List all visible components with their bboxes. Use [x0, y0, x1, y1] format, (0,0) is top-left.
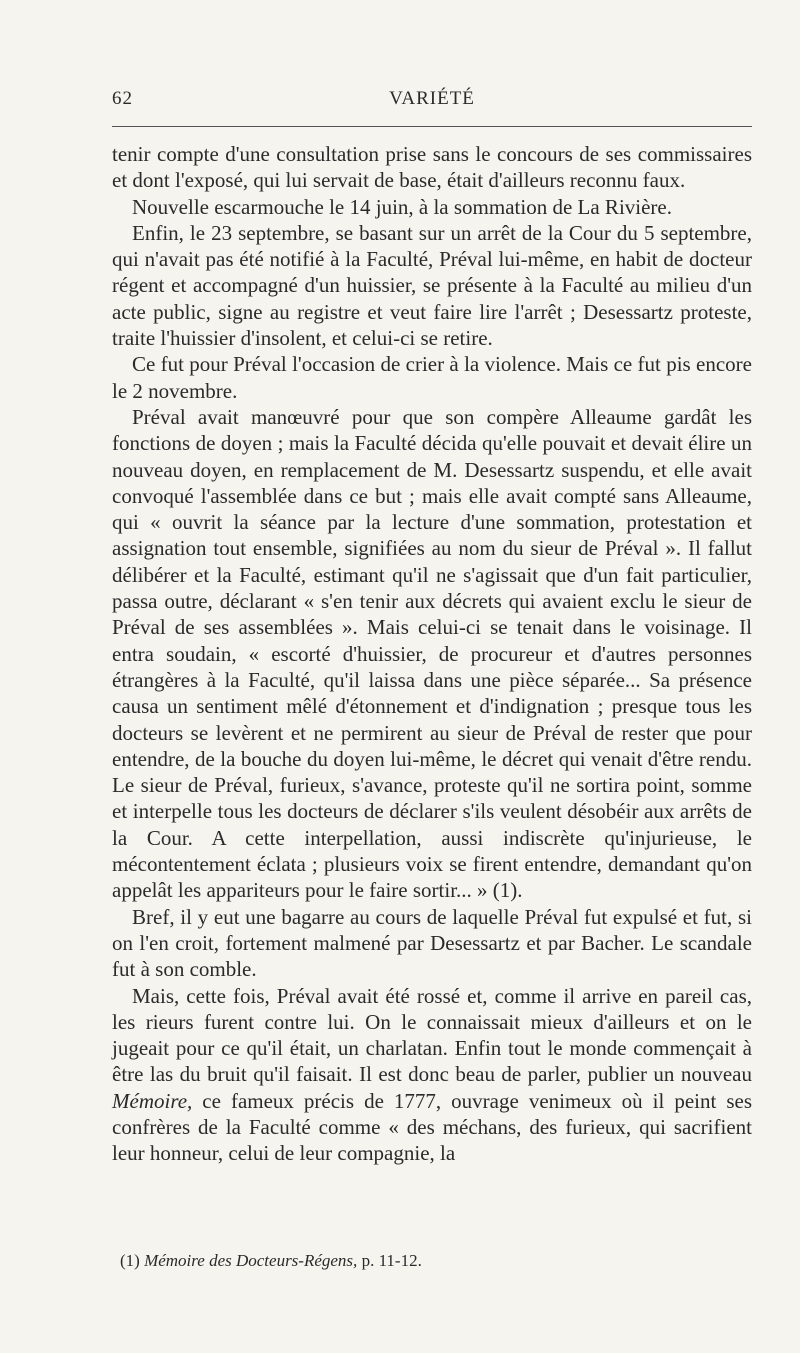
paragraph: Ce fut pour Préval l'occasion de crier à la violence. Mais ce fut pis encore le 2 novembre. — [112, 352, 752, 403]
paragraph-text: ce fameux précis de 1777, ouvrage venimeux où il peint ses confrères de la Faculté comme « des méchans, des furieux, qui sacrifient leur honneur, celui de leur compagnie, la — [112, 1088, 752, 1166]
page-number: 62 — [112, 88, 133, 109]
footnote-text: p. 11-12. — [357, 1251, 422, 1270]
paragraph-text: Mais, cette fois, Préval avait été rossé et, comme il arrive en pareil cas, les rieurs furent contre lui. On le connaissait mieux d'ailleurs et on le jugeait pour ce qu'il était, un charlatan. Enfin tout le monde commençait à être las du bruit qu'il faisait. Il est donc beau de parler, publier un nouveau — [112, 983, 752, 1087]
page-header — [112, 88, 752, 112]
footnote-title: Mémoire des Docteurs-Régens, — [144, 1251, 358, 1270]
paragraph-continued: tenir compte d'une consultation prise sans le concours de ses commissaires et dont l'exposé, qui lui servait de base, était d'ailleurs reconnu faux. — [112, 142, 752, 193]
footnote — [112, 1250, 752, 1272]
body-text — [112, 141, 752, 1167]
footnote-marker: (1) — [120, 1251, 140, 1270]
paragraph: Enfin, le 23 septembre, se basant sur un arrêt de la Cour du 5 septembre, qui n'avait pas été notifié à la Faculté, Préval lui-même, en habit de docteur régent et accompagné d'un huissier, se présente à la Faculté au milieu d'un acte public, signe au registre et veut faire lire l'arrêt ; Desessartz proteste, traite l'huissier d'insolent, et celui-ci se retire. — [112, 220, 752, 351]
paragraph-last — [112, 983, 752, 1167]
paragraph: Nouvelle escarmouche le 14 juin, à la sommation de La Rivière. — [132, 194, 672, 219]
header-rule — [112, 126, 752, 127]
italic-title: Mémoire, — [112, 1088, 193, 1113]
paragraph: Préval avait manœuvré pour que son compère Alleaume gardât les fonctions de doyen ; mais la Faculté décida qu'elle pouvait et devait élire un nouveau doyen, en remplacement de M. Desessartz suspendu, et elle avait convoqué l'assemblée dans ce but ; mais elle avait compté sans Alleaume, qui « ouvrit la séance par la lecture d'une sommation, protestation et assignation tout ensemble, signifiées au nom du sieur de Préval ». Il fallut délibérer et la Faculté, estimant qu'il ne s'agissait que d'un fait particulier, passa outre, déclarant « s'en tenir aux décrets qui avaient exclu le sieur de Préval de ses assemblées ». Mais celui-ci se tenait dans le voisinage. Il entra soudain, « escorté d'huissier, de procureur et d'autres personnes étrangères à la Faculté, qu'il laissa dans une pièce séparée... Sa présence causa un sentiment mêlé d'étonnement et d'indignation ; presque tous les docteurs se levèrent et ne permirent au sieur de Préval de rester que pour entendre, de la bouche du doyen lui-même, le décret qui venait d'être rendu. Le sieur de Préval, furieux, s'avance, proteste qu'il ne sortira point, somme et interpelle tous les docteurs de déclarer s'ils veulent désobéir aux arrêts de la Cour. A cette interpellation, aussi indiscrète qu'injurieuse, le mécontentement éclata ; plusieurs voix se firent entendre, demandant qu'on appelât les appariteurs pour le faire sortir... » (1). — [112, 404, 752, 903]
paragraph: Bref, il y eut une bagarre au cours de laquelle Préval fut expulsé et fut, si on l'en croit, fortement malmené par Desessartz et par Bacher. Le scandale fut à son comble. — [112, 904, 752, 982]
running-title: VARIÉTÉ — [389, 88, 475, 109]
